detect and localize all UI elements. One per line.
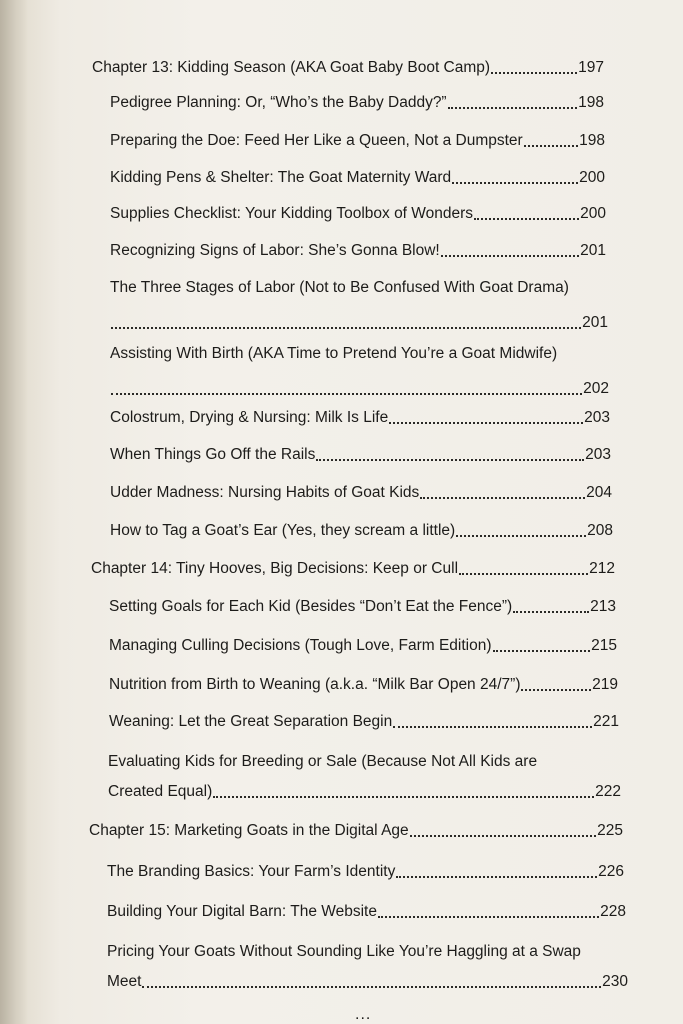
toc-section-entry [109,597,616,617]
toc-chapter-entry [91,559,615,579]
toc-entry-title: Chapter 15: Marketing Goats in the Digital Age [89,822,409,839]
leader-dots [396,876,597,878]
toc-section-entry [110,483,612,503]
toc-entry-title: Udder Madness: Nursing Habits of Goat Kids [110,484,420,501]
leader-dots [524,145,578,147]
leader-dots [111,327,581,329]
toc-page-number: 200 [579,169,605,186]
toc-page-number: 219 [592,676,618,693]
toc-page-number: 228 [600,903,626,920]
toc-section-entry [110,344,609,399]
toc-section-entry [107,902,626,922]
toc-entry-title: When Things Go Off the Rails [110,446,316,463]
toc-section-entry [108,752,621,802]
leader-dots [452,182,578,184]
toc-page-number: 225 [597,822,623,839]
toc-entry-title: Pricing Your Goats Without Sounding Like You’re Haggling at a Swap [107,943,581,960]
toc-entry-title: Nutrition from Birth to Weaning (a.k.a. “Milk Bar Open 24/7”) [109,676,521,693]
leader-dots [393,726,592,728]
leader-dots [389,422,583,424]
toc-page-number: 198 [578,94,604,111]
toc-page-number: 203 [585,446,611,463]
toc-page-number: 208 [587,522,613,539]
toc-page-number: 200 [580,205,606,222]
toc-entry-title-continued: Meet [107,973,142,990]
toc-entry-title: Managing Culling Decisions (Tough Love, Farm Edition) [109,637,492,654]
toc-page-number: 203 [584,409,610,426]
leader-dots [448,107,578,109]
toc-entry-title: How to Tag a Goat’s Ear (Yes, they scream a little) [110,522,456,539]
toc-page-number: 212 [589,560,615,577]
leader-dots [142,986,601,988]
toc-section-entry [110,93,604,113]
leader-dots [456,535,586,537]
toc-chapter-entry [92,58,604,78]
toc-section-entry [110,445,611,465]
toc-entry-title: The Branding Basics: Your Farm’s Identity [107,863,396,880]
leader-dots [410,835,596,837]
toc-page-number: 226 [598,863,624,880]
toc-page-number: 201 [580,242,606,259]
toc-section-entry [110,241,606,261]
leader-dots [420,497,585,499]
toc-entry-title-continued: Created Equal) [108,783,213,800]
toc-entry-title: Preparing the Doe: Feed Her Like a Queen, Not a Dumpster [110,132,523,149]
leader-dots [474,218,579,220]
toc-section-entry [109,636,617,656]
leader-dots [213,796,594,798]
toc-page-number: 201 [582,314,608,331]
toc-section-entry [107,862,624,882]
continuation-mark: ... [355,1006,372,1023]
toc-entry-title: Building Your Digital Barn: The Website [107,903,377,920]
leader-dots [491,72,577,74]
toc-entry-title: Pedigree Planning: Or, “Who’s the Baby Daddy?” [110,94,447,111]
toc-entry-title: Assisting With Birth (AKA Time to Pretend You’re a Goat Midwife) [110,345,558,362]
toc-entry-title: Setting Goals for Each Kid (Besides “Don’t Eat the Fence”) [109,598,513,615]
leader-dots [513,611,589,613]
toc-section-entry [110,521,613,541]
toc-section-entry [110,408,610,428]
toc-page-number: 213 [590,598,616,615]
toc-section-entry [107,942,628,992]
toc-page-number: 197 [578,59,604,76]
toc-page-number: 204 [586,484,612,501]
toc-section-entry [109,712,619,732]
toc-section-entry [110,278,608,333]
toc-section-entry [110,204,606,224]
toc-chapter-entry [89,821,623,841]
toc-entry-title: Supplies Checklist: Your Kidding Toolbox of Wonders [110,205,474,222]
toc-entry-title: Recognizing Signs of Labor: She’s Gonna Blow! [110,242,440,259]
toc-entry-title: Weaning: Let the Great Separation Begin [109,713,393,730]
toc-section-entry [110,131,605,151]
leader-dots [493,650,591,652]
toc-section-entry [110,168,605,188]
leader-dots [316,459,584,461]
toc-entry-title: Kidding Pens & Shelter: The Goat Maternity Ward [110,169,452,186]
toc-page-number: 215 [591,637,617,654]
leader-dots [378,916,599,918]
leader-dots [111,393,582,395]
toc-page-number: 230 [602,973,628,990]
toc-page-number: 221 [593,713,619,730]
leader-dots [521,689,591,691]
toc-page-number: 198 [579,132,605,149]
toc-page-number: 222 [595,783,621,800]
toc-section-entry [109,675,618,695]
toc-entry-title: The Three Stages of Labor (Not to Be Confused With Goat Drama) [110,279,569,296]
toc-entry-title: Evaluating Kids for Breeding or Sale (Because Not All Kids are [108,753,538,770]
toc-entry-title: Chapter 13: Kidding Season (AKA Goat Baby Boot Camp) [92,59,491,76]
leader-dots [441,255,579,257]
leader-dots [459,573,588,575]
toc-entry-title: Colostrum, Drying & Nursing: Milk Is Life [110,409,389,426]
toc-entry-title: Chapter 14: Tiny Hooves, Big Decisions: Keep or Cull [91,560,459,577]
toc-page-number: 202 [583,380,609,397]
